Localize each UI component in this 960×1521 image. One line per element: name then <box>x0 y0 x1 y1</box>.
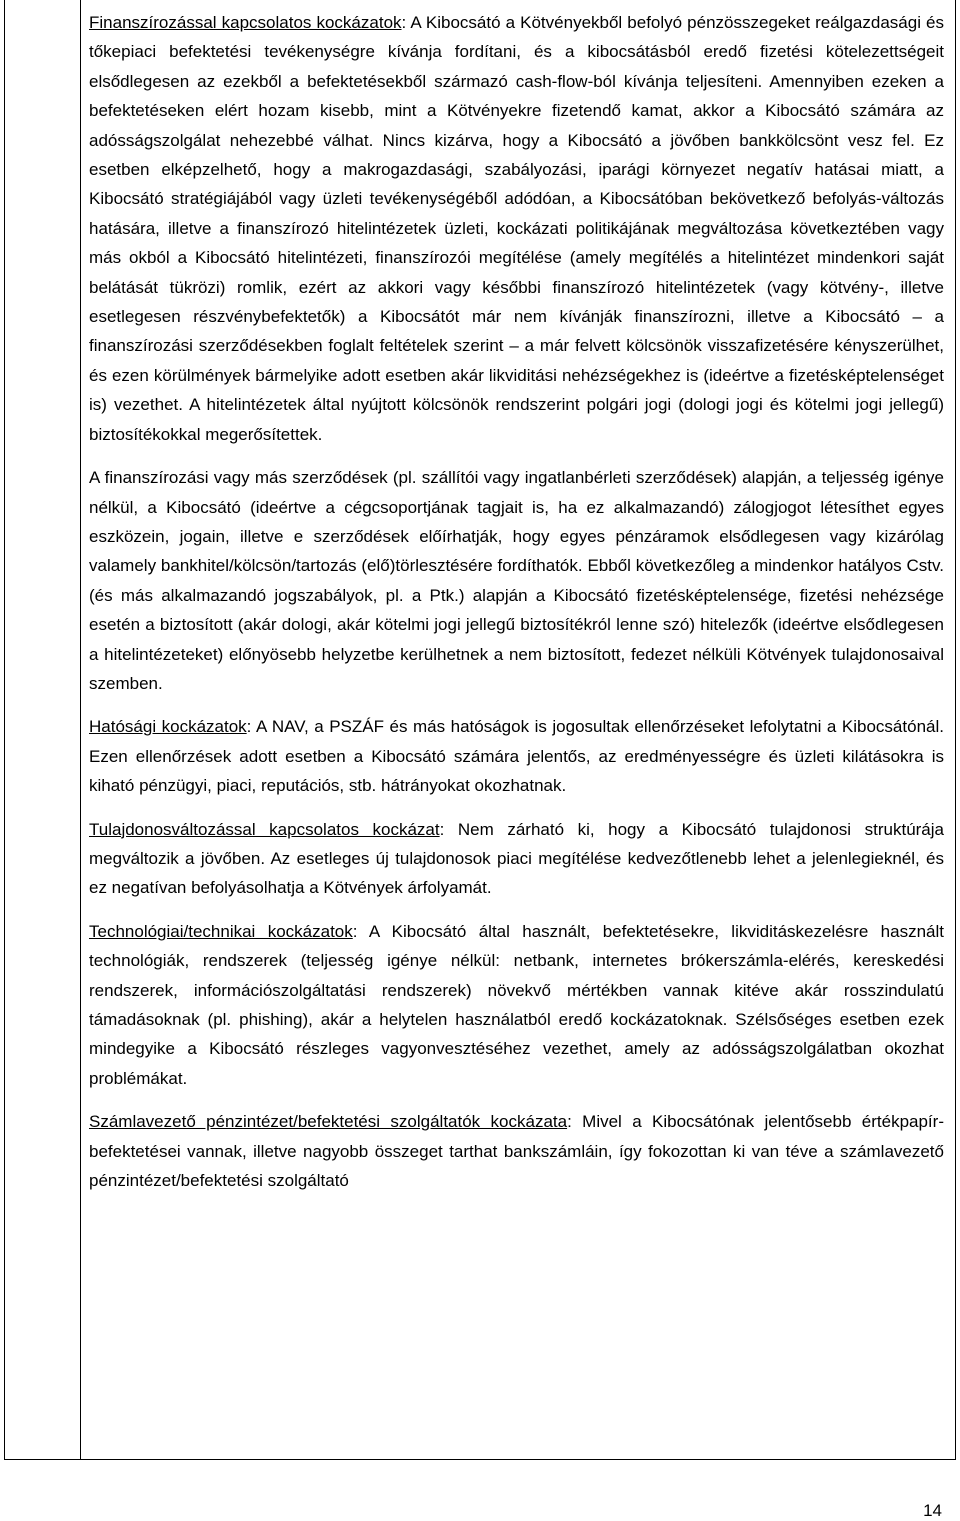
heading-financing-risk: Finanszírozással kapcsolatos kockázatok <box>89 13 402 32</box>
text-technology-risk: : A Kibocsátó által használt, befektetésekre, likviditáskezelésre használt technológiák, rendszerek (teljesség igénye nélkül: netbank, internetes brókerszámla-elérés, kereskedési rendszerek, információszolgáltatási rendszerek) növekvő mértékben vannak kitéve akár rosszindulatú támadásoknak (pl. phishing), akár a helytelen használatból eredő kockázatoknak. Szélsőséges esetben ezek mindegyike a Kibocsátó részleges vagyonvesztéséhez vezethet, amely az adósságszolgálatban okozhat problémákat. <box>89 921 944 1088</box>
text-financing-risk: : A Kibocsátó a Kötvényekből befolyó pénzösszegeket reálgazdasági és tőkepiaci befektetési tevékenységre kívánja fordítani, és a kibocsátásból eredő fizetési kötelezettségeit elsődlegesen az ezekből a befektetésekből származó cash-flow-ból kívánja teljesíteni. Amennyiben ezeken a befektetéseken elért hozam kisebb, mint a Kötvényekre fizetendő kamat, akkor a Kibocsátó számára az adósságszolgálat nehezebbé válhat. Nincs kizárva, hogy a Kibocsátó a jövőben bankkölcsönt vesz fel. Ez esetben elképzelhető, hogy a makrogazdasági, szabályozási, iparági környezet negatív hatásai miatt, a Kibocsátó stratégiájából vagy üzleti tevékenységéből adódóan, a Kibocsátóban bekövetkező befolyás-változás hatására, illetve a finanszírozó hitelintézetek üzleti, kockázati politikájának megváltozása következtében vagy más okból a Kibocsátó hitelintézeti, finanszírozói megítélése (amely megítélés a hitelintézet mindenkori saját belátását tükrözi) romlik, ezért az akkori vagy későbbi finanszírozó hitelintézetek (vagy kötvény-, illetve esetlegesen részvénybefektetők) a Kibocsátót már nem kívánják finanszírozni, illetve a Kibocsátó – a finanszírozási szerződésekben foglalt feltételek szerint – a már felvett kölcsönök visszafizetésére kényszerülhet, és ezen körülmények bármelyike adott esetben akár likviditási nehézségekhez is (ideértve a fizetésképtelenséget is) vezethet. A hitelintézetek által nyújtott kölcsönök rendszerint polgári jogi (dologi jogi és kötelmi jogi jellegű) biztosítékokkal megerősítettek. <box>89 13 945 444</box>
text-contracts: A finanszírozási vagy más szerződések (pl. szállítói vagy ingatlanbérleti szerződések) alapján, a teljesség igénye nélkül, a Kibocsátó (ideértve a cégcsoportjának tagjait is, ha ez alkalmazandó) zálogjogot létesíthet egyes eszközein, jogain, illetve e szerződések előírhatják, hogy egyes pénzáramok elsődlegesen vagy kizárólag valamely bankhitel/kölcsön/tartozás (elő)törlesztésére fordíthatók. Ebből következőleg a mindenkor hatályos Cstv. (és más alkalmazandó jogszabályok, pl. a Ptk.) alapján a Kibocsátó fizetésképtelensége, fizetési nehézsége esetén a biztosított (akár dologi, akár kötelmi jogi jellegű biztosítékról lenne szó) hitelezők (ideértve elsődlegesen a hitelintézeteket) előnyösebb helyzetbe kerülhetnek a nem biztosított, fedezet nélküli Kötvények tulajdonosaival szemben. <box>89 468 944 693</box>
paragraph-technology-risk <box>89 917 944 1093</box>
paragraph-authority-risk <box>89 712 944 800</box>
paragraph-bank-risk <box>89 1107 944 1195</box>
heading-authority-risk: Hatósági kockázatok <box>89 717 247 737</box>
heading-ownership-risk: Tulajdonosváltozással kapcsolatos kockázat <box>89 819 440 839</box>
document-body <box>89 8 944 1209</box>
heading-technology-risk: Technológiai/technikai kockázatok <box>89 921 353 941</box>
heading-bank-risk: Számlavezető pénzintézet/befektetési szolgáltatók kockázata <box>89 1112 568 1132</box>
paragraph-financing-risk <box>89 8 944 449</box>
column-divider <box>80 0 81 1459</box>
page-number: 14 <box>923 1501 942 1520</box>
text-ownership-risk: : Nem zárható ki, hogy a Kibocsátó tulajdonosi struktúrája megváltozik a jövőben. Az esetleges új tulajdonosok piaci megítélése kedvezőtlenebb lehet a jelenlegieknél, és ez negatívan befolyásolhatja a Kötvények árfolyamát. <box>89 819 944 898</box>
text-authority-risk: : A NAV, a PSZÁF és más hatóságok is jogosultak ellenőrzéseket lefolytatni a Kibocsátónál. Ezen ellenőrzések adott esetben a Kibocsátó számára jelentős, az eredményességre és üzleti kilátásokra is kiható pénzügyi, piaci, reputációs, stb. hátrányokat okozhatnak. <box>89 717 944 796</box>
paragraph-ownership-risk <box>89 815 944 903</box>
paragraph-contracts <box>89 463 944 698</box>
text-bank-risk: : Mivel a Kibocsátónak jelentősebb értékpapír-befektetései vannak, illetve nagyobb összeget tarthat bankszámláin, így fokozottan ki van téve a számlavezető pénzintézet/befektetési szolgáltató <box>89 1112 944 1191</box>
